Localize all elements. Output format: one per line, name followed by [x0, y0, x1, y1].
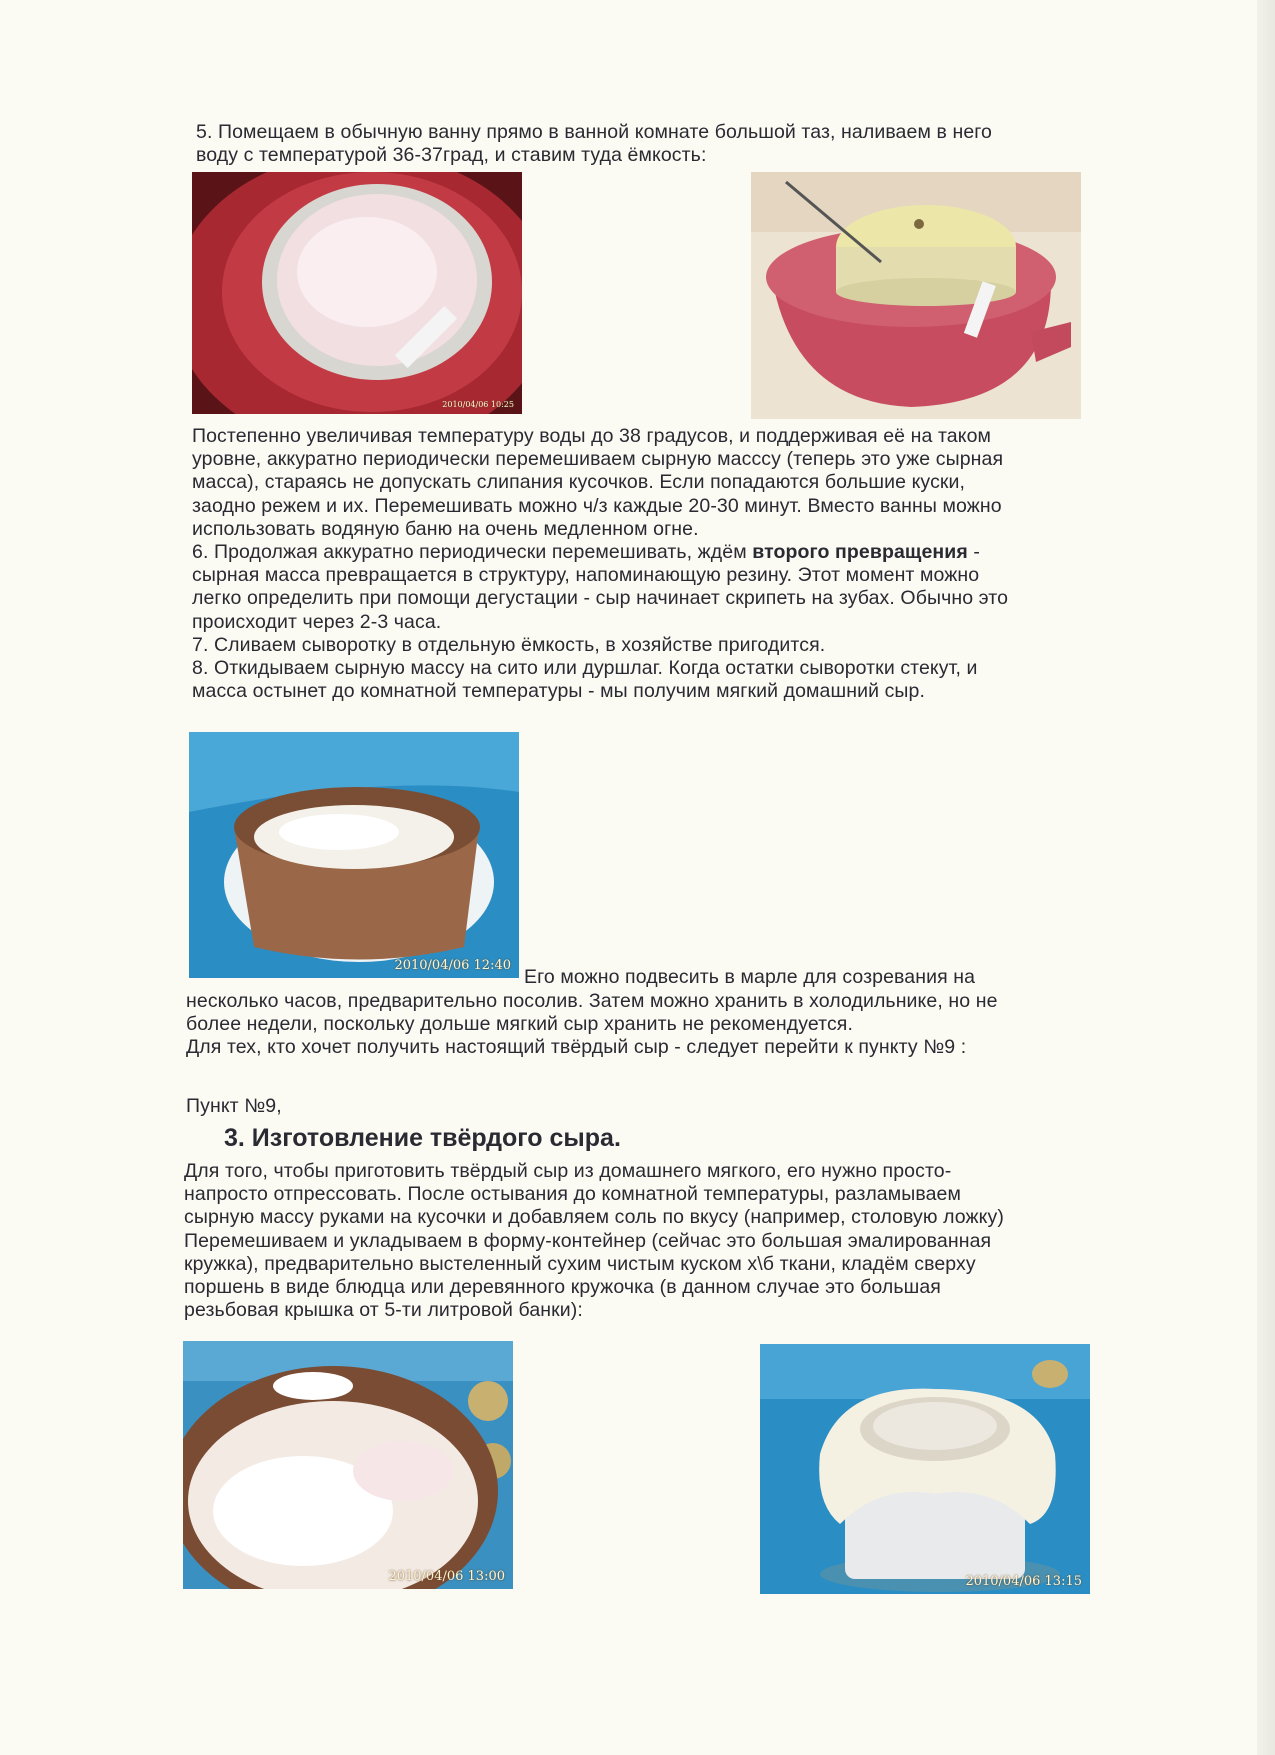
- paragraph-step5: [196, 121, 992, 167]
- text-line: уровне, аккуратно периодически перемешиваем сырную масссу (теперь это уже сырная: [192, 448, 1004, 471]
- text-line: использовать водяную баню на очень медленном огне.: [192, 517, 699, 540]
- text-line: 8. Откидываем сырную массу на сито или дуршлаг. Когда остатки сыворотки стекут, и: [192, 657, 978, 680]
- text-line: резьбовая крышка от 5-ти литровой банки):: [184, 1299, 583, 1322]
- paragraph-hard-cheese: [184, 1160, 1004, 1322]
- text-line: сырная масса превращается в структуру, напоминающую резину. Этот момент можно: [192, 564, 980, 587]
- paragraph-storage: [186, 990, 998, 1060]
- text-line: Перемешиваем и укладываем в форму-контейнер (сейчас это большая эмалированная: [184, 1229, 992, 1252]
- photo-timestamp: 2010/04/06 13:00: [388, 1569, 505, 1584]
- point-9-label: Пункт №9,: [186, 1095, 282, 1117]
- text-line: заодно режем и их. Перемешивать можно ч/з каждые 20-30 минут. Вместо ванны можно: [192, 494, 1002, 517]
- page-edge: [1257, 0, 1275, 1755]
- bold-second-transformation: второго превращения: [752, 541, 968, 564]
- photo-mug-with-cloth: [760, 1344, 1090, 1594]
- text-line: масса остынет до комнатной температуры - мы получим мягкий домашний сыр.: [192, 680, 926, 703]
- photo-basin-with-lid: [751, 172, 1081, 419]
- text-line: легко определить при помощи дегустации - сыр начинает скрипеть на зубах. Обычно это: [192, 587, 1009, 610]
- photo-timestamp: 2010/04/06 10:25: [442, 400, 514, 409]
- text-line: 5. Помещаем в обычную ванну прямо в ванной комнате большой таз, наливаем в него: [196, 121, 992, 143]
- photo-timestamp: 2010/04/06 13:15: [965, 1574, 1082, 1589]
- text-line: кружка), предварительно выстеленный сухим чистым куском х\б ткани, кладём сверху: [184, 1252, 976, 1275]
- text-line: поршень в виде блюдца или деревянного кружочка (в данном случае это большая: [184, 1276, 941, 1299]
- text-line: сырную массу руками на кусочки и добавляем соль по вкусу (например, столовую ложку): [184, 1206, 1004, 1229]
- photo-timestamp: 2010/04/06 12:40: [394, 958, 511, 973]
- section-heading: 3. Изготовление твёрдого сыра.: [224, 1124, 621, 1152]
- text-line: Для тех, кто хочет получить настоящий твёрдый сыр - следует перейти к пункту №9 :: [186, 1036, 967, 1059]
- text-line: воду с температурой 36-37град, и ставим туда ёмкость:: [196, 144, 707, 167]
- text-line: масса), стараясь не допускать слипания кусочков. Если попадаются большие куски,: [192, 471, 966, 494]
- text-line: более недели, поскольку дольше мягкий сыр хранить не рекомендуется.: [186, 1013, 853, 1036]
- text-line-step6: 6. Продолжая аккуратно периодически перемешивать, ждём второго превращения -: [192, 541, 980, 564]
- text-line: напросто отпрессовать. После остывания до комнатной температуры, разламываем: [184, 1183, 962, 1206]
- photo-crumbled-cheese: [183, 1341, 513, 1589]
- paragraph-temperature: [192, 425, 1008, 703]
- text-inline-hang: Его можно подвесить в марле для созревания на: [524, 966, 976, 988]
- photo-cheese-in-sieve: [189, 732, 519, 978]
- photo-pot-in-basin: [192, 172, 522, 414]
- text-line: несколько часов, предварительно посолив. Затем можно хранить в холодильнике, но не: [186, 990, 998, 1012]
- text-line: 7. Сливаем сыворотку в отдельную ёмкость, в хозяйстве пригодится.: [192, 633, 826, 656]
- text-line: Постепенно увеличивая температуру воды до 38 градусов, и поддерживая её на таком: [192, 425, 992, 447]
- text-line: происходит через 2-3 часа.: [192, 610, 442, 633]
- text-line: Для того, чтобы приготовить твёрдый сыр из домашнего мягкого, его нужно просто-: [184, 1160, 952, 1182]
